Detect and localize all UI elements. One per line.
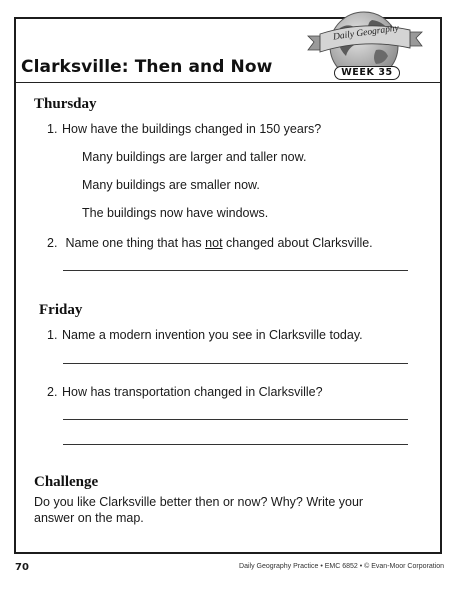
question-number: 2. bbox=[47, 385, 58, 399]
question-number: 2. bbox=[47, 236, 58, 250]
friday-heading: Friday bbox=[39, 302, 83, 318]
page-title: Clarksville: Then and Now bbox=[21, 57, 273, 77]
question-text-end: changed about Clarksville. bbox=[222, 236, 373, 250]
week-badge: WEEK 35 bbox=[334, 66, 400, 80]
question-text-start: Name one thing that has bbox=[65, 236, 206, 250]
question-text: How have the buildings changed in 150 years? bbox=[62, 122, 322, 136]
title-divider bbox=[16, 82, 440, 83]
thursday-heading: Thursday bbox=[34, 96, 97, 112]
question-text: Name a modern invention you see in Clarksville today. bbox=[62, 328, 363, 342]
question-text: How has transportation changed in Clarksville? bbox=[62, 385, 323, 399]
thursday-question-2 bbox=[47, 236, 373, 250]
answer-line[interactable] bbox=[63, 419, 408, 420]
answer-choice-2[interactable]: Many buildings are smaller now. bbox=[82, 178, 260, 192]
friday-question-2 bbox=[47, 385, 323, 399]
answer-choice-1[interactable]: Many buildings are larger and taller now. bbox=[82, 150, 307, 164]
question-number: 1. bbox=[47, 122, 58, 136]
friday-question-1 bbox=[47, 328, 363, 342]
challenge-text: Do you like Clarksville better then or now? Why? Write your answer on the map. bbox=[34, 495, 364, 525]
answer-line[interactable] bbox=[63, 270, 408, 271]
answer-line[interactable] bbox=[63, 444, 408, 445]
question-number: 1. bbox=[47, 328, 58, 342]
daily-geography-badge bbox=[306, 6, 424, 80]
footer-credit: Daily Geography Practice • EMC 6852 • © Evan-Moor Corporation bbox=[239, 563, 444, 570]
question-text-emphasis: not bbox=[205, 236, 223, 250]
page-number: 70 bbox=[15, 562, 29, 573]
answer-line[interactable] bbox=[63, 363, 408, 364]
thursday-question-1 bbox=[47, 122, 321, 136]
daily-geography-label: Daily Geography bbox=[332, 23, 400, 43]
challenge-heading: Challenge bbox=[34, 474, 99, 490]
answer-choice-3[interactable]: The buildings now have windows. bbox=[82, 206, 269, 220]
